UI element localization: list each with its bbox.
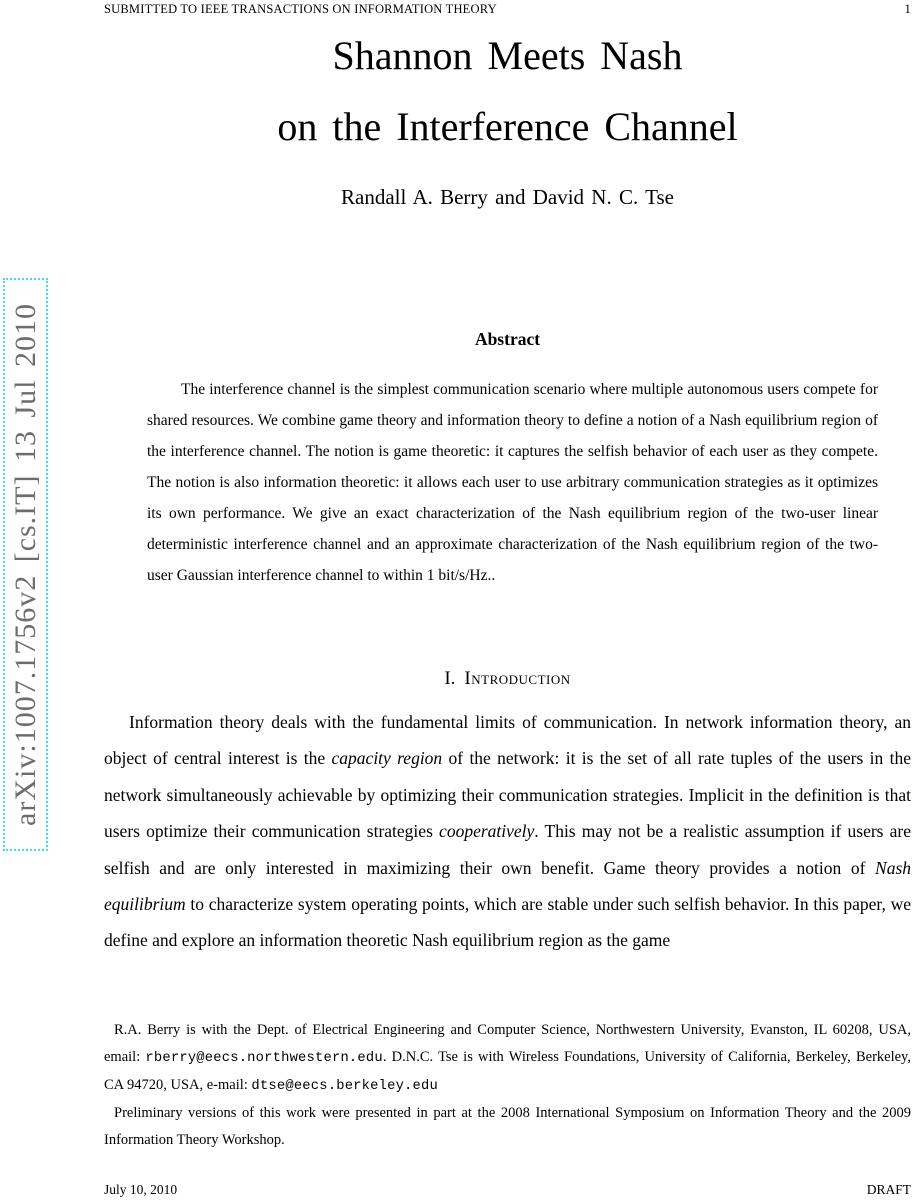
arxiv-stamp — [3, 278, 48, 851]
footnote-block — [104, 1017, 911, 1154]
running-title: SUBMITTED TO IEEE TRANSACTIONS ON INFORMATION THEORY — [104, 2, 497, 16]
running-header — [104, 2, 911, 17]
abstract-heading: Abstract — [474, 329, 541, 349]
footnote-affiliations: R.A. Berry is with the Dept. of Electrical Engineering and Computer Science, Northwestern University, Evanston, IL 60208, USA, email: rberry@eecs.northwestern.edu. D.N.C. Tse is with Wireless Foundations, University of California, Berkeley, Berkeley, CA 94720, USA, e-mail: dtse@eecs.berkeley.edu — [104, 1022, 911, 1094]
section-title: Introduction — [464, 668, 571, 689]
page-footer — [104, 1182, 911, 1198]
section-heading-introduction — [104, 666, 911, 692]
footer-date: July 10, 2010 — [104, 1182, 178, 1197]
paper-title-line-1: Shannon Meets Nash — [332, 33, 683, 78]
section-number: I. — [444, 668, 456, 689]
abstract-text: The interference channel is the simplest communication scenario where multiple autonomous users compete for shared resources. We combine game theory and information theory to define a notion of a Nash equilibrium region of the interference channel. The notion is game theoretic: it captures the selfish behavior of each user as they compete. The notion is also information theoretic: it allows each user to use arbitrary communication strategies as it optimizes its own performance. We give an exact characterization of the Nash equilibrium region of the two-user linear deterministic interference channel and an approximate characterization of the Nash equilibrium region of the two-user Gaussian interference channel to within 1 bit/s/Hz.. — [147, 381, 878, 584]
page-number: 1 — [904, 2, 911, 16]
introduction-paragraph: Information theory deals with the fundamental limits of communication. In network information theory, an object of central interest is the capacity region of the network: it is the set of all rate tuples of the users in the network simultaneously achievable by optimizing their communication strategies. Implicit in the definition is that users optimize their communication strategies cooperatively. This may not be a realistic assumption if users are selfish and are only interested in maximizing their own benefit. Game theory provides a notion of Nash equilibrium to characterize system operating points, which are stable under such selfish behavior. In this paper, we define and explore an information theoretic Nash equilibrium region as the game — [104, 712, 912, 951]
author-names: Randall A. Berry and David N. C. Tse — [341, 185, 674, 209]
arxiv-identifier: arXiv:1007.1756v2 [cs.IT] 13 Jul 2010 — [8, 303, 42, 826]
paper-title-line-2: on the Interference Channel — [277, 104, 738, 149]
footer-draft-label: DRAFT — [866, 1182, 911, 1197]
footnote-preliminary-versions: Preliminary versions of this work were presented in part at the 2008 International Symposium on Information Theory and the 2009 Information Theory Workshop. — [104, 1105, 911, 1148]
